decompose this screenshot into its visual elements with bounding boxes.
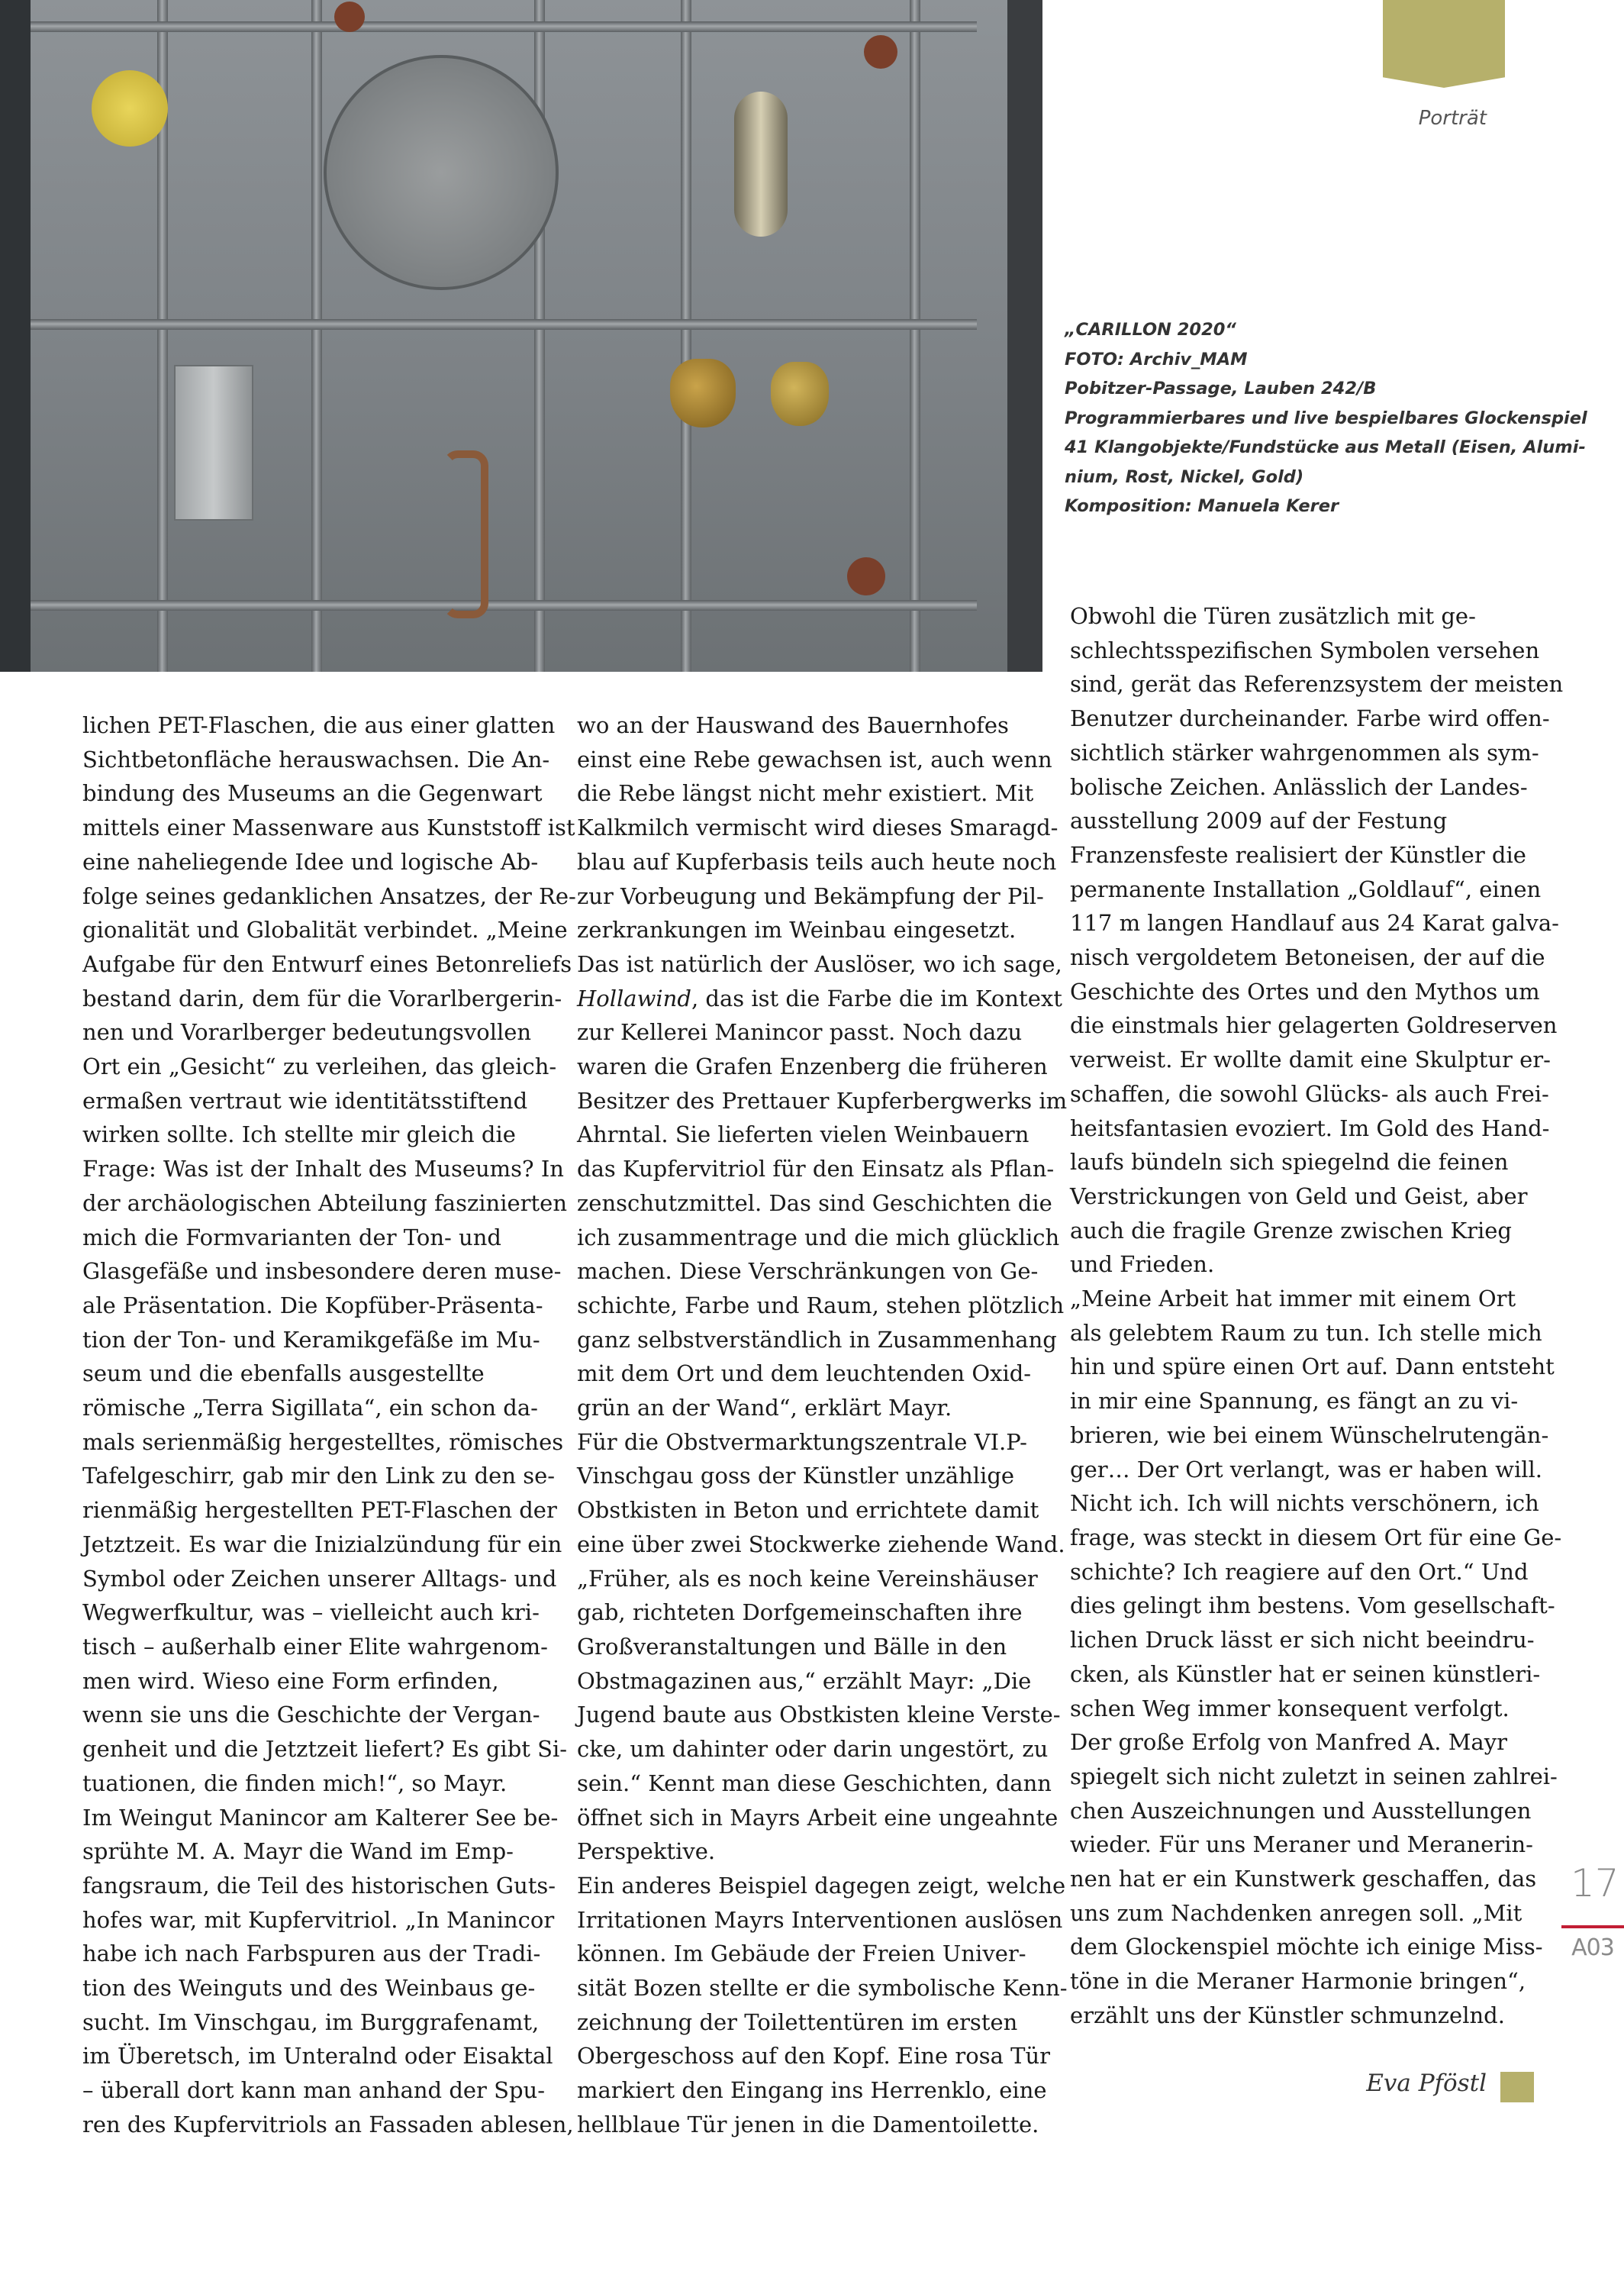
text-line: zur Kellerei Manincor passt. Noch dazu [577, 1019, 1023, 1046]
text-line: sucht. Im Vinschgau, im Burggrafenamt, [82, 2008, 540, 2035]
text-line: ger… Der Ort verlangt, was er haben will. [1070, 1456, 1543, 1482]
text-line: markiert den Eingang ins Herrenklo, eine [577, 2077, 1047, 2104]
text-column-2 [577, 708, 1068, 2142]
section-label: Porträt [1418, 107, 1487, 130]
text-line: mals serienmäßig hergestelltes, römisches [82, 1428, 564, 1455]
text-line: seum und die ebenfalls ausgestellte [82, 1360, 485, 1387]
caption-line: „CARILLON 2020“ [1065, 320, 1236, 340]
text-line: Glasgefäße und insbesondere deren muse- [82, 1258, 562, 1285]
text-line: ganz selbstverständlich in Zusammenhang [577, 1326, 1057, 1353]
text-line: zenschutzmittel. Das sind Geschichten die [577, 1189, 1052, 1216]
text-line: Besitzer des Prettauer Kupferbergwerks im [577, 1087, 1068, 1114]
text-line: wenn sie uns die Geschichte der Vergan- [82, 1702, 540, 1728]
text-line: einst eine Rebe gewachsen ist, auch wenn [577, 746, 1052, 773]
text-line: rienmäßig hergestellten PET-Flaschen der [82, 1497, 557, 1524]
text-line: als gelebtem Raum zu tun. Ich stelle mich [1070, 1319, 1542, 1346]
text-line: dem Glockenspiel möchte ich einige Miss- [1070, 1934, 1543, 1960]
text-line: ich zusammentrage und die mich glücklich [577, 1224, 1060, 1250]
text-line: erzählt uns der Künstler schmunzelnd. [1070, 2002, 1505, 2028]
text-line: „Früher, als es noch keine Vereinshäuser [577, 1565, 1038, 1592]
text-line: zur Vorbeugung und Bekämpfung der Pil- [577, 882, 1044, 909]
text-line: tion der Ton- und Keramikgefäße im Mu- [82, 1326, 540, 1353]
text-line: mich die Formvarianten der Ton- und [82, 1224, 501, 1250]
pipe [681, 0, 691, 672]
pipe [910, 0, 920, 672]
text-line: men wird. Wieso eine Form erfinden, [82, 1667, 499, 1694]
text-line: spiegelt sich nicht zuletzt in seinen zahlrei- [1070, 1763, 1558, 1789]
photo-left-wall [0, 0, 31, 672]
text-line: wirken sollte. Ich stellte mir gleich die [82, 1121, 516, 1148]
text-line: bolische Zeichen. Anlässlich der Landes- [1070, 773, 1528, 800]
text-line: folge seines gedanklichen Ansatzes, der Re- [82, 882, 576, 909]
text-line: schaffen, die sowohl Glücks- als auch Frei- [1070, 1080, 1549, 1107]
text-line: ale Präsentation. Die Kopfüber-Präsenta- [82, 1292, 543, 1318]
text-line: hin und spüre einen Ort auf. Dann entsteht [1070, 1353, 1555, 1380]
text-line: die Rebe längst nicht mehr existiert. Mit [577, 780, 1034, 807]
text-line: genheit und die Jetztzeit liefert? Es gibt Si- [82, 1736, 568, 1763]
rust-flange [847, 557, 885, 595]
pipe [534, 0, 545, 672]
text-line: eine naheliegende Idee und logische Ab- [82, 848, 539, 875]
text-line: Jugend baute aus Obstkisten kleine Verste- [577, 1702, 1061, 1728]
text-line: zeichnung der Toilettentüren im ersten [577, 2008, 1018, 2035]
spiral-rod [443, 450, 488, 618]
text-line: schichte, Farbe und Raum, stehen plötzlich [577, 1292, 1065, 1318]
text-line: Vinschgau goss der Künstler unzählige [577, 1463, 1015, 1489]
text-line: waren die Grafen Enzenberg die früheren [577, 1053, 1048, 1080]
text-line: öffnet sich in Mayrs Arbeit eine ungeahnte [577, 1804, 1058, 1831]
text-line: Der große Erfolg von Manfred A. Mayr [1070, 1729, 1507, 1756]
text-line: machen. Diese Verschränkungen von Ge- [577, 1258, 1039, 1285]
text-line: Frage: Was ist der Inhalt des Museums? In [82, 1156, 564, 1182]
text-line: nen und Vorarlberger bedeutungsvollen [82, 1019, 532, 1046]
text-line: auch die fragile Grenze zwischen Krieg [1070, 1217, 1512, 1244]
text-line: Jetztzeit. Es war die Inizialzündung für ein [82, 1531, 562, 1557]
saw-blade [324, 55, 559, 290]
section-tab [1383, 0, 1505, 88]
text-line: Benutzer durcheinander. Farbe wird offen- [1070, 705, 1550, 732]
text-line: laufs bündeln sich spiegelnd die feinen [1070, 1149, 1509, 1176]
pipe [311, 0, 322, 672]
text-line: Für die Obstvermarktungszentrale VI.P- [577, 1428, 1027, 1455]
text-line: sprühte M. A. Mayr die Wand im Emp- [82, 1838, 514, 1865]
caption-line: 41 Klangobjekte/Fundstücke aus Metall (Eisen, Alumi- [1065, 437, 1586, 457]
text-line: Tafelgeschirr, gab mir den Link zu den se- [82, 1463, 556, 1489]
metal-plate [174, 365, 253, 521]
text-line: verweist. Er wollte damit eine Skulptur er- [1070, 1047, 1551, 1073]
text-line: töne in die Meraner Harmonie bringen“, [1070, 1968, 1526, 1995]
text-line: Franzensfeste realisiert der Künstler die [1070, 841, 1526, 868]
text-line: habe ich nach Farbspuren aus der Tradi- [82, 1941, 541, 1967]
text-line: mit dem Ort und dem leuchtenden Oxid- [577, 1360, 1032, 1387]
caption-line: Pobitzer-Passage, Lauben 242/B [1065, 379, 1377, 398]
text-line: sität Bozen stellte er die symbolische Kenn- [577, 1975, 1068, 2002]
rust-flange [334, 2, 365, 32]
text-line: mittels einer Massenware aus Kunststoff ist [82, 815, 575, 841]
text-line: nisch vergoldetem Betoneisen, der auf die [1070, 944, 1545, 971]
text-line: Perspektive. [577, 1838, 716, 1865]
text-column-3 [1070, 599, 1563, 2033]
text-line: können. Im Gebäude der Freien Univer- [577, 1941, 1026, 1967]
text-line: schichte? Ich reagiere auf den Ort.“ Und [1070, 1558, 1529, 1585]
text-line: tion des Weinguts und des Weinbaus ge- [82, 1975, 536, 2002]
text-line: permanente Installation „Goldlauf“, einen [1070, 876, 1542, 902]
text-line: in mir eine Spannung, es fängt an zu vi- [1070, 1388, 1519, 1415]
pipe [31, 600, 977, 611]
text-line: gionalität und Globalität verbindet. „Meine [82, 917, 568, 944]
text-line: Ort ein „Gesicht“ zu verleihen, das gleich- [82, 1053, 557, 1080]
text-line: heitsfantasien evoziert. Im Gold des Hand- [1070, 1115, 1550, 1141]
text-line: dies gelingt ihm bestens. Vom gesellschaft- [1070, 1592, 1555, 1619]
issue-code: A03 [1571, 1934, 1614, 1961]
text-line: Ein anderes Beispiel dagegen zeigt, welche [577, 1872, 1066, 1899]
text-line: grün an der Wand“, erklärt Mayr. [577, 1395, 952, 1421]
pipe [31, 319, 977, 330]
text-line: Obstkisten in Beton und errichtete damit [577, 1497, 1039, 1524]
text-line: sind, gerät das Referenzsystem der meisten [1070, 671, 1564, 698]
text-line: römische „Terra Sigillata“, ein schon da- [82, 1395, 538, 1421]
text-line: gab, richteten Dorfgemeinschaften ihre [577, 1599, 1023, 1626]
text-line: wieder. Für uns Meraner und Meranerin- [1070, 1831, 1533, 1858]
text-line: eine über zwei Stockwerke ziehende Wand. [577, 1531, 1065, 1557]
page-number: 17 [1571, 1861, 1619, 1905]
text-line: hellblaue Tür jenen in die Damentoilette. [577, 2111, 1039, 2137]
caption-line: Programmierbares und live bespielbares Glockenspiel [1065, 408, 1587, 428]
pipe [31, 21, 977, 32]
text-line: Ahrntal. Sie lieferten vielen Weinbauern [577, 1121, 1030, 1148]
text-line: Obwohl die Türen zusätzlich mit ge- [1070, 603, 1476, 629]
text-line: Hollawind, das ist die Farbe die im Kontext [577, 985, 1062, 1011]
text-line: Verstrickungen von Geld und Geist, aber [1070, 1182, 1528, 1209]
text-line: „Meine Arbeit hat immer mit einem Ort [1070, 1286, 1516, 1312]
caption-line: FOTO: Archiv_MAM [1065, 349, 1248, 369]
text-line: – überall dort kann man anhand der Spu- [82, 2077, 546, 2104]
signature-mark [1500, 2072, 1534, 2102]
rust-flange [864, 35, 897, 69]
photo-caption [1065, 315, 1587, 521]
text-line: chen Auszeichnungen und Ausstellungen [1070, 1797, 1532, 1824]
text-line: lichen Druck lässt er sich nicht beeindru- [1070, 1627, 1535, 1653]
text-line: 117 m langen Handlauf aus 24 Karat galva- [1070, 910, 1559, 937]
text-line: wo an der Hauswand des Bauernhofes [577, 712, 1009, 738]
text-line: das Kupfervitriol für den Einsatz als Pflan- [577, 1156, 1055, 1182]
brass-pipe [734, 92, 788, 237]
text-line: Obstmagazinen aus,“ erzählt Mayr: „Die [577, 1667, 1032, 1694]
text-line: ermaßen vertraut wie identitätsstiftend [82, 1087, 528, 1114]
text-line: tisch – außerhalb einer Elite wahrgenom- [82, 1633, 548, 1660]
text-line: Aufgabe für den Entwurf eines Betonreliefs [82, 950, 572, 977]
page-rule [1561, 1925, 1624, 1928]
author-signature: Eva Pföstl [1366, 2070, 1487, 2097]
text-line: uns zum Nachdenken anregen soll. „Mit [1070, 1899, 1522, 1926]
text-line: sichtlich stärker wahrgenommen als sym- [1070, 739, 1539, 766]
text-line: Nicht ich. Ich will nichts verschönern, ich [1070, 1490, 1539, 1517]
text-line: Großveranstaltungen und Bälle in den [577, 1633, 1007, 1660]
text-line: Kalkmilch vermischt wird dieses Smaragd- [577, 815, 1058, 841]
text-line: Geschichte des Ortes und den Mythos um [1070, 978, 1540, 1005]
caption-line: nium, Rost, Nickel, Gold) [1065, 466, 1304, 487]
text-line: Sichtbetonfläche herauswachsen. Die An- [82, 746, 550, 773]
text-line: zerkrankungen im Weinbau eingesetzt. [577, 917, 1017, 944]
text-line: Irritationen Mayrs Interventionen auslösen [577, 1906, 1063, 1933]
text-line: Symbol oder Zeichen unserer Alltags- und [82, 1565, 557, 1592]
text-line: sein.“ Kennt man diese Geschichten, dann [577, 1770, 1052, 1796]
text-line: frage, was steckt in diesem Ort für eine Ge- [1070, 1524, 1562, 1550]
text-line: ren des Kupfervitriols an Fassaden ablesen, [82, 2111, 574, 2137]
text-line: nen hat er ein Kunstwerk geschaffen, das [1070, 1866, 1537, 1892]
text-line: blau auf Kupferbasis teils auch heute noch [577, 848, 1057, 875]
text-line: die einstmals hier gelagerten Goldreserven [1070, 1012, 1558, 1039]
text-line: Im Weingut Manincor am Kalterer See be- [82, 1804, 559, 1831]
text-line: ausstellung 2009 auf der Festung [1070, 808, 1448, 834]
text-line: hofes war, mit Kupfervitriol. „In Manincor [82, 1906, 555, 1933]
text-line: schlechtsspezifischen Symbolen versehen [1070, 637, 1540, 663]
text-line: bindung des Museums an die Gegenwart [82, 780, 543, 807]
text-line: brieren, wie bei einem Wünschelrutengän- [1070, 1421, 1549, 1448]
text-line: Das ist natürlich der Auslöser, wo ich sage, [577, 950, 1062, 977]
text-line: fangsraum, die Teil des historischen Guts- [82, 1872, 556, 1899]
bell [670, 359, 736, 427]
text-line: cke, um dahinter oder darin ungestört, zu [577, 1736, 1049, 1763]
text-line: der archäologischen Abteilung faszinierten [82, 1189, 567, 1216]
text-line: Wegwerfkultur, was – vielleicht auch kri- [82, 1599, 540, 1626]
text-line: und Frieden. [1070, 1251, 1215, 1278]
text-line: tuationen, die finden mich!“, so Mayr. [82, 1770, 508, 1796]
text-line: bestand darin, dem für die Vorarlbergerin- [82, 985, 562, 1011]
text-line: cken, als Künstler hat er seinen künstleri- [1070, 1660, 1541, 1687]
text-line: im Überetsch, im Unteralnd oder Eisaktal [82, 2043, 553, 2070]
yellow-disc [92, 70, 168, 147]
text-line: lichen PET-Flaschen, die aus einer glatten [82, 712, 556, 738]
text-column-1 [82, 708, 576, 2142]
text-line: schen Weg immer konsequent verfolgt. [1070, 1695, 1510, 1721]
text-line: Obergeschoss auf den Kopf. Eine rosa Tür [577, 2043, 1051, 2070]
bell [771, 362, 829, 426]
photo-right-wall [1007, 0, 1042, 672]
carillon-photo [0, 0, 1042, 672]
caption-line: Komposition: Manuela Kerer [1065, 496, 1339, 516]
